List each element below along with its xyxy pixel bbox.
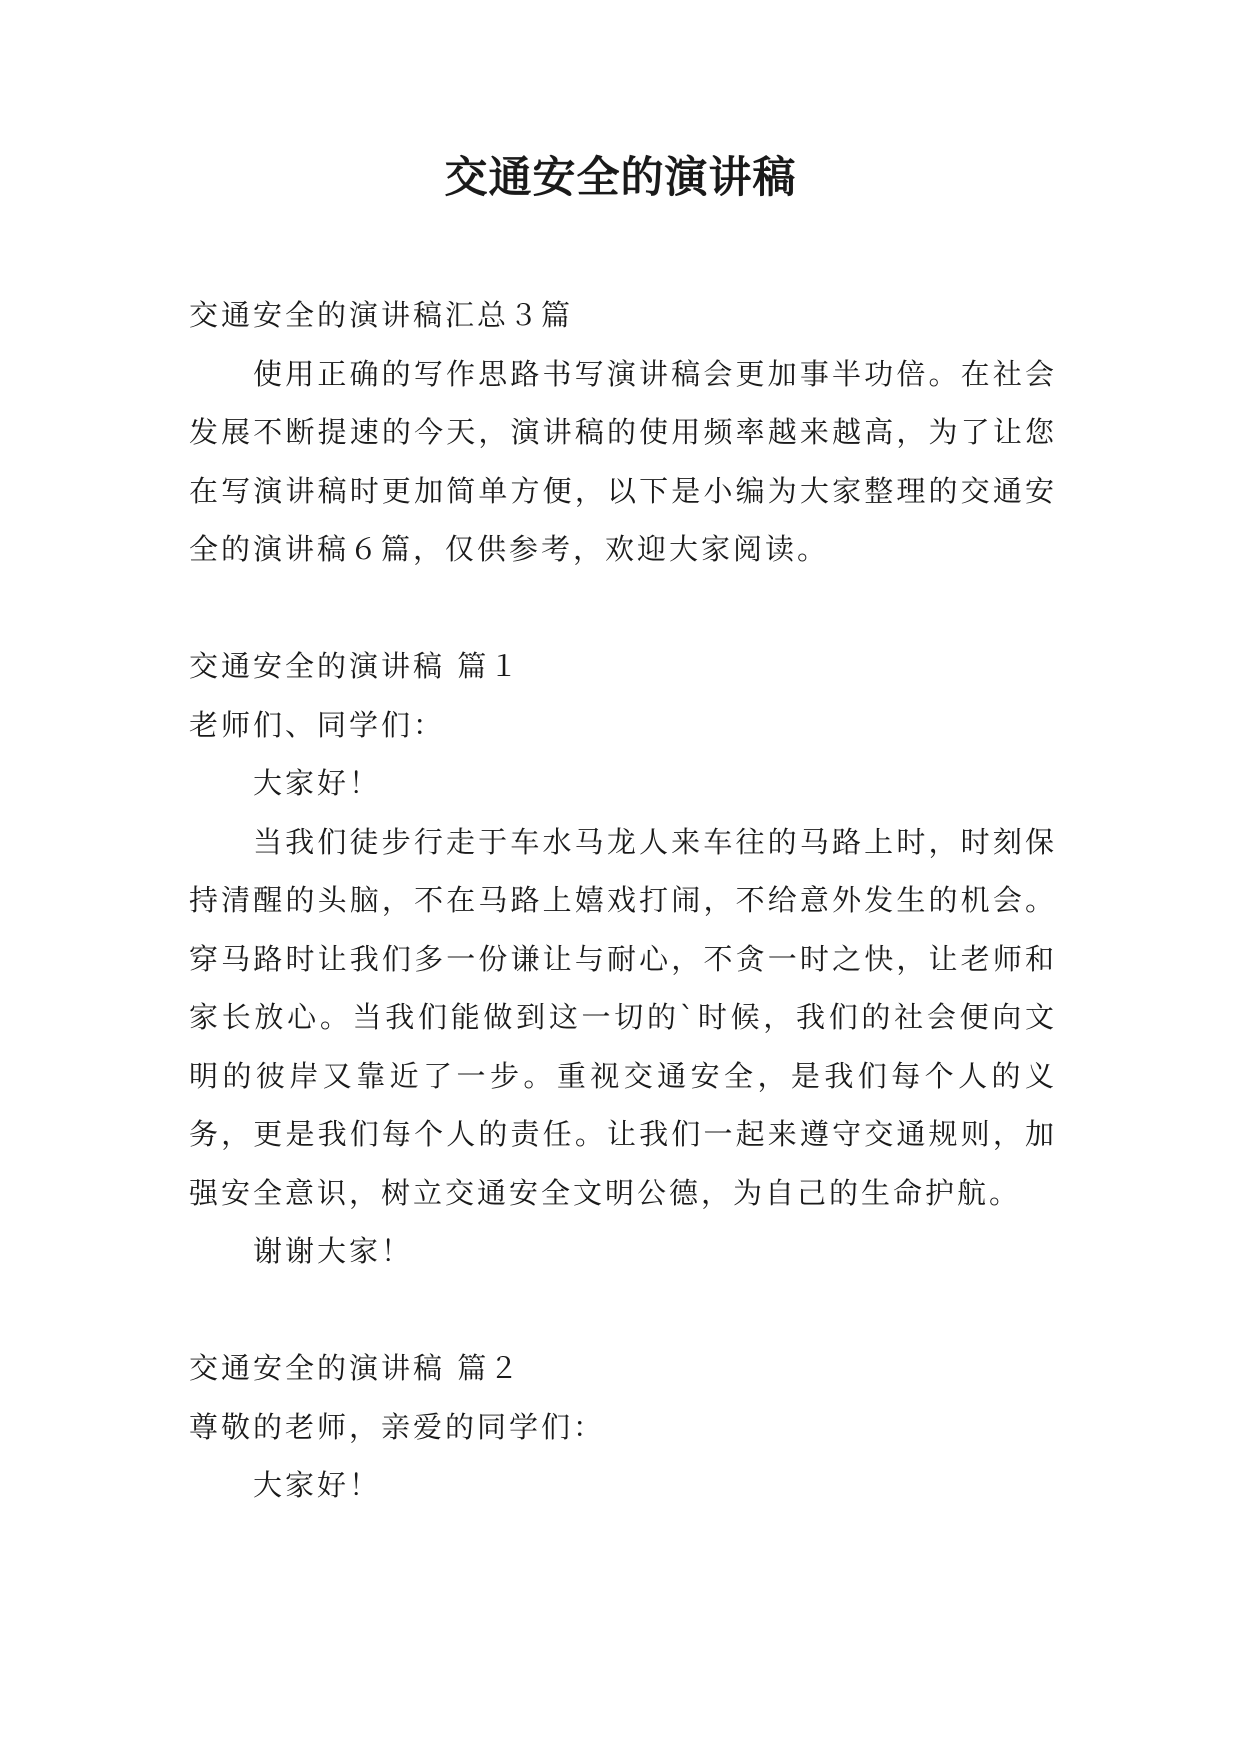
section-2-greeting: 大家好！ — [253, 1468, 382, 1502]
document-title: 交通安全的演讲稿 — [444, 153, 797, 203]
spacer — [189, 1281, 1057, 1340]
section-1-heading: 交通安全的演讲稿 篇１ — [189, 649, 522, 683]
document-body — [189, 286, 1057, 1515]
document-subtitle: 交通安全的演讲稿汇总３篇 — [189, 298, 574, 332]
intro-paragraph: 使用正确的写作思路书写演讲稿会更加事半功倍。在社会发展不断提速的今天，演讲稿的使用频率越来越高，为了让您在写演讲稿时更加简单方便，以下是小编为大家整理的交通安全的演讲稿６篇，仅供参考，欢迎大家阅读。 — [189, 356, 1057, 566]
section-2-heading: 交通安全的演讲稿 篇２ — [189, 1351, 522, 1385]
section-1-closing: 谢谢大家！ — [253, 1234, 414, 1268]
section-1-salutation: 老师们、同学们： — [189, 707, 446, 742]
spacer — [189, 579, 1057, 638]
section-2-salutation: 尊敬的老师，亲爱的同学们： — [189, 1409, 606, 1444]
section-1-greeting: 大家好！ — [253, 766, 382, 800]
section-1-body: 当我们徒步行走于车水马龙人来车往的马路上时，时刻保持清醒的头脑，不在马路上嬉戏打闹，不给意外发生的机会。穿马路时让我们多一份谦让与耐心，不贪一时之快，让老师和家长放心。当我们能做到这一切的`时候，我们的社会便向文明的彼岸又靠近了一步。重视交通安全，是我们每个人的义务，更是我们每个人的责任。让我们一起来遵守交通规则，加强安全意识，树立交通安全文明公德，为自己的生命护航。 — [189, 824, 1057, 1210]
